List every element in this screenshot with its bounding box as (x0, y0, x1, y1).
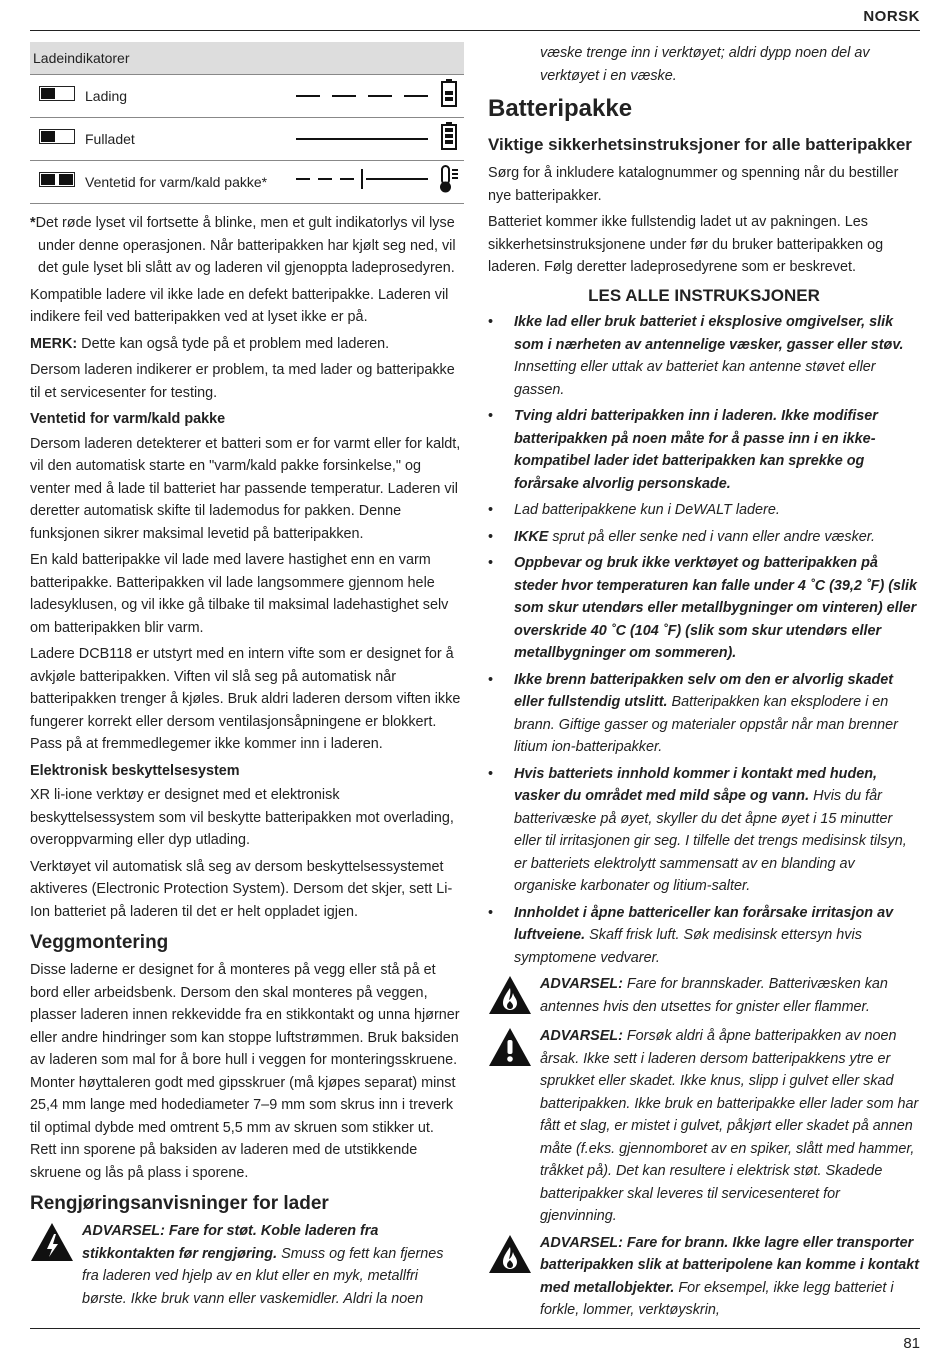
paragraph: Ladere DCB118 er utstyrt med en intern vifte som er designet for å avkjøle batteripakken. Viften vil slå seg på automatisk når batteripakken trenger å kjøles. Bruk aldri laderen dersom viften ikke fungerer korrekt eller dersom ventilasjonsåpningene er blokkert. Pass på at fremmedlegemer ikke kommer inn i laderen. (30, 646, 461, 752)
warning-bold: ADVARSEL: Fare for brann. Ikke lagre eller transporter batteripakken slik at batteripolene kan komme i kontakt med metallobjekter. (540, 1234, 920, 1296)
warning-text: Smuss og fett kan fjernes fra laderen ved hjelp av en klut eller en myk, metallfri børste. Ikke bruk vann eller vaskemidler. Aldri la noen (82, 1245, 444, 1307)
fire-warning-icon (488, 975, 532, 1015)
paragraph: XR li-ione verktøy er designet med et elektronisk beskyttelsessystem som vil beskytte batteripakken mot overlading, overoppvarming eller dyp utlading. (30, 787, 454, 848)
warning-open-battery (488, 1025, 920, 1228)
paragraph: Verktøyet vil automatisk slå seg av dersom beskyttelsessystemet aktiveres (Electronic Protection System). Dersom det skjer, sett Li-Ion batteriet på laderen til det er helt oppladet igjen. (30, 858, 453, 920)
warning-fire-storage (488, 1232, 920, 1322)
footnote-star: * (30, 215, 36, 231)
list-item (488, 902, 920, 970)
list-item (488, 405, 920, 495)
led-blinking-icon (39, 172, 75, 187)
paragraph: Dersom laderen detekterer et batteri som er for varmt eller for kaldt, vil den automatisk starte en "varm/kald pakke forsinkelse," og venter med å lade til batteriet har passende temperatur. Laderen vil deretter automatisk skifte til lademodus for pakken. Denne funksjonen sikrer maksimal levetid på batteripakken. (30, 435, 461, 542)
heading-ventetid: Ventetid for varm/kald pakke (30, 411, 226, 427)
list-item-bold: Tving aldri batteripakken inn i laderen. Ikke modifiser batteripakken på noen måte for å passe inn i en ikke-kompatibel lader idet batteripakken kan sprekke og forårsake alvorlig personskade. (514, 408, 878, 492)
paragraph: Batteriet kommer ikke fullstendig ladet ut av pakningen. Les sikkerhetsinstruksjonene under før du bruker batteripakken og laderen. Følg deretter ladeprosedyrene som er beskrevet. (488, 214, 884, 275)
list-item (488, 311, 920, 401)
heading-viktige: Viktige sikkerhetsinstruksjoner for alle batteripakker (488, 135, 912, 154)
fire-warning-icon (488, 1234, 532, 1274)
list-item-bold: Ikke lad eller bruk batteriet i eksplosive omgivelser, slik som i nærheten av antennelige væsker, gasser eller støv. (514, 314, 904, 353)
indicator-row-full (30, 118, 464, 161)
list-item (488, 526, 920, 549)
battery-full-icon (441, 122, 457, 150)
continued-text: væske trenge inn i verktøyet; aldri dypp noen del av verktøyet i en væske. (540, 45, 870, 84)
heading-rengjoring: Rengjøringsanvisninger for lader (30, 1193, 329, 1214)
list-item-text: Skaff frisk luft. Søk medisinsk ettersyn hvis symptomene vedvarer. (514, 927, 862, 966)
list-item-text: Hvis du får batterivæske på øyet, skyller du det åpne øyet i 15 minutter eller til irritasjonen gir seg. I tilfelle det trengs medisinsk tilsyn, er batteriets elektrolytt sammensatt av en blanding av organiske karbonater og litium-salter. (514, 788, 907, 894)
paragraph: Sørg for å inkludere katalognummer og spenning når du bestiller nye batteripakker. (488, 165, 899, 204)
indicator-row-charging (30, 75, 464, 118)
list-item (488, 552, 920, 665)
warning-shock (30, 1220, 464, 1310)
electric-shock-warning-icon (30, 1222, 74, 1262)
led-solid-icon (39, 129, 75, 144)
warning-bold: ADVARSEL: (540, 1028, 623, 1044)
indicator-label: Lading (84, 75, 287, 118)
right-column (488, 42, 920, 1326)
note-merk (30, 333, 464, 356)
led-half-blinking-icon (39, 86, 75, 101)
list-item-bold: Hvis batteriets innhold kommer i kontakt med huden, vasker du området med mild såpe og vann. (514, 765, 878, 804)
indicator-footnote (30, 212, 464, 280)
paragraph: Kompatible ladere vil ikke lade en defekt batteripakke. Laderen vil indikere feil ved batteripakken ved at lyset ikke er på. (30, 286, 449, 325)
header-rule (30, 30, 920, 31)
solid-pattern-icon (296, 134, 428, 144)
paragraph: En kald batteripakke vil lade med lavere hastighet enn en varm batteripakke. Batteripakken vil lade langsommere gjennom hele ladesyklusen, og vil ikke gå tilbake til maksimal ladehastighet selv om batteripakken blir varm. (30, 552, 449, 636)
list-item-text: Batteripakken kan eksplodere i en brann. Giftige gasser og materialer oppstår når man brenner litium ion-batteripakker. (514, 694, 898, 755)
heading-les-alle: LES ALLE INSTRUKSJONER (588, 285, 820, 305)
list-item (488, 763, 920, 898)
footer-rule (30, 1328, 920, 1329)
dashed-then-solid-pattern-icon (296, 168, 428, 190)
list-item-text: sprut på eller senke ned i vann eller andre væsker. (548, 528, 876, 545)
list-item-bold: Oppbevar og bruk ikke verktøyet og batteripakken på steder hvor temperaturen kan falle under 4 ˚C (39,2 ˚F) (slik som skur utendørs eller metallbygninger om vinteren) eller overskride 40 ˚C (104 ˚F) (slik som skur utendørs eller metallbygninger om sommeren). (514, 555, 918, 661)
list-item (488, 669, 920, 759)
warning-bold: ADVARSEL: Fare for støt. Koble laderen fra stikkontakten før rengjøring. (82, 1223, 379, 1262)
footnote-text: Det røde lyset vil fortsette å blinke, men et gult indikatorlys vil lyse under denne operasjonen. Når batteripakken har kjølt seg ned, vil det gule lyset bli slått av og laderen vil gjenoppta ladeprosedyren. (35, 215, 456, 276)
warning-text: Forsøk aldri å åpne batteripakken av noen årsak. Ikke sett i laderen dersom batteripakkens ytre er sprukket eller skadet. Ikke knus, slipp i gulvet eller skad batteripakken. Ikke bruk en batteripakke eller lader som har fått et slag, er mistet i gulvet, påkjørt eller skadet på annen måte (f.eks. gjennomboret av en spiker, slått med hammer, tråkket på). Det kan resultere i elektrisk støt. Skadede batteripakker skal leveres til servicesenteret for gjenvinning. (540, 1028, 919, 1224)
warning-text: For eksempel, ikke legg batteriet i forkle, lommer, verktøyskrin, (540, 1279, 894, 1318)
list-item (488, 499, 920, 522)
merk-text: Dette kan også tyde på et problem med laderen. (77, 335, 390, 352)
list-item-text: Lad batteripakkene kun i DeWALT ladere. (514, 502, 780, 518)
language-label: NORSK (863, 8, 920, 25)
paragraph: Disse laderne er designet for å monteres på vegg eller stå på et bord eller arbeidsbenk. Dersom den skal monteres på veggen, plasser laderen innen rekkevidde fra en stikkontakt og unna hjørner eller andre hindringer som kan stoppe luftstrømmen. Bruk baksiden av laderen som mal for å bore hull i veggen for monteringsskruene. Monter høyttaleren godt med gipsskruer (må kjøpes separat) minst 25,4 mm lange med hodediameter 7–9 mm som skrus inn i treverk til optimal dybde med omtrent 5,5 mm av skruen som stikker ut. Rett inn sporene på baksiden av laderen med de utstikkende skruene og lås på plass i sporene. (30, 962, 460, 1181)
indicator-label: Fulladet (84, 118, 287, 161)
exclamation-warning-icon (488, 1027, 532, 1067)
page-number: 81 (903, 1335, 920, 1352)
dashed-pattern-icon (296, 91, 428, 101)
battery-charging-icon (441, 79, 457, 107)
list-item-bold: Innholdet i åpne battericeller kan forårsake irritasjon av luftveiene. (514, 904, 894, 943)
heading-veggmontering: Veggmontering (30, 932, 169, 953)
list-item-bold: Ikke brenn batteripakken selv om den er alvorlig skadet eller fullstendig utslitt. (514, 671, 894, 710)
indicator-table-title: Ladeindikatorer (30, 42, 464, 75)
warning-fire-burns (488, 973, 920, 1021)
list-item-text: Innsetting eller uttak av batteriet kan antenne støvet eller gassen. (514, 359, 876, 398)
indicator-row-hot-cold (30, 161, 464, 204)
indicator-label: Ventetid for varm/kald pakke* (84, 161, 287, 204)
merk-label: MERK: (30, 335, 78, 352)
paragraph: Dersom laderen indikerer er problem, ta med lader og batteripakke til et servicesenter for testing. (30, 362, 455, 401)
warning-text: Fare for brannskader. Batterivæsken kan antennes hvis den utsettes for gnister eller flammer. (540, 976, 888, 1015)
warning-bold: ADVARSEL: (540, 976, 623, 992)
heading-elektronisk: Elektronisk beskyttelsesystem (30, 762, 240, 779)
indicator-table (30, 42, 464, 204)
left-column (30, 42, 464, 1314)
list-item-bold: IKKE (514, 528, 549, 545)
thermometer-icon (438, 164, 460, 194)
heading-batteripakke: Batteripakke (488, 95, 633, 122)
